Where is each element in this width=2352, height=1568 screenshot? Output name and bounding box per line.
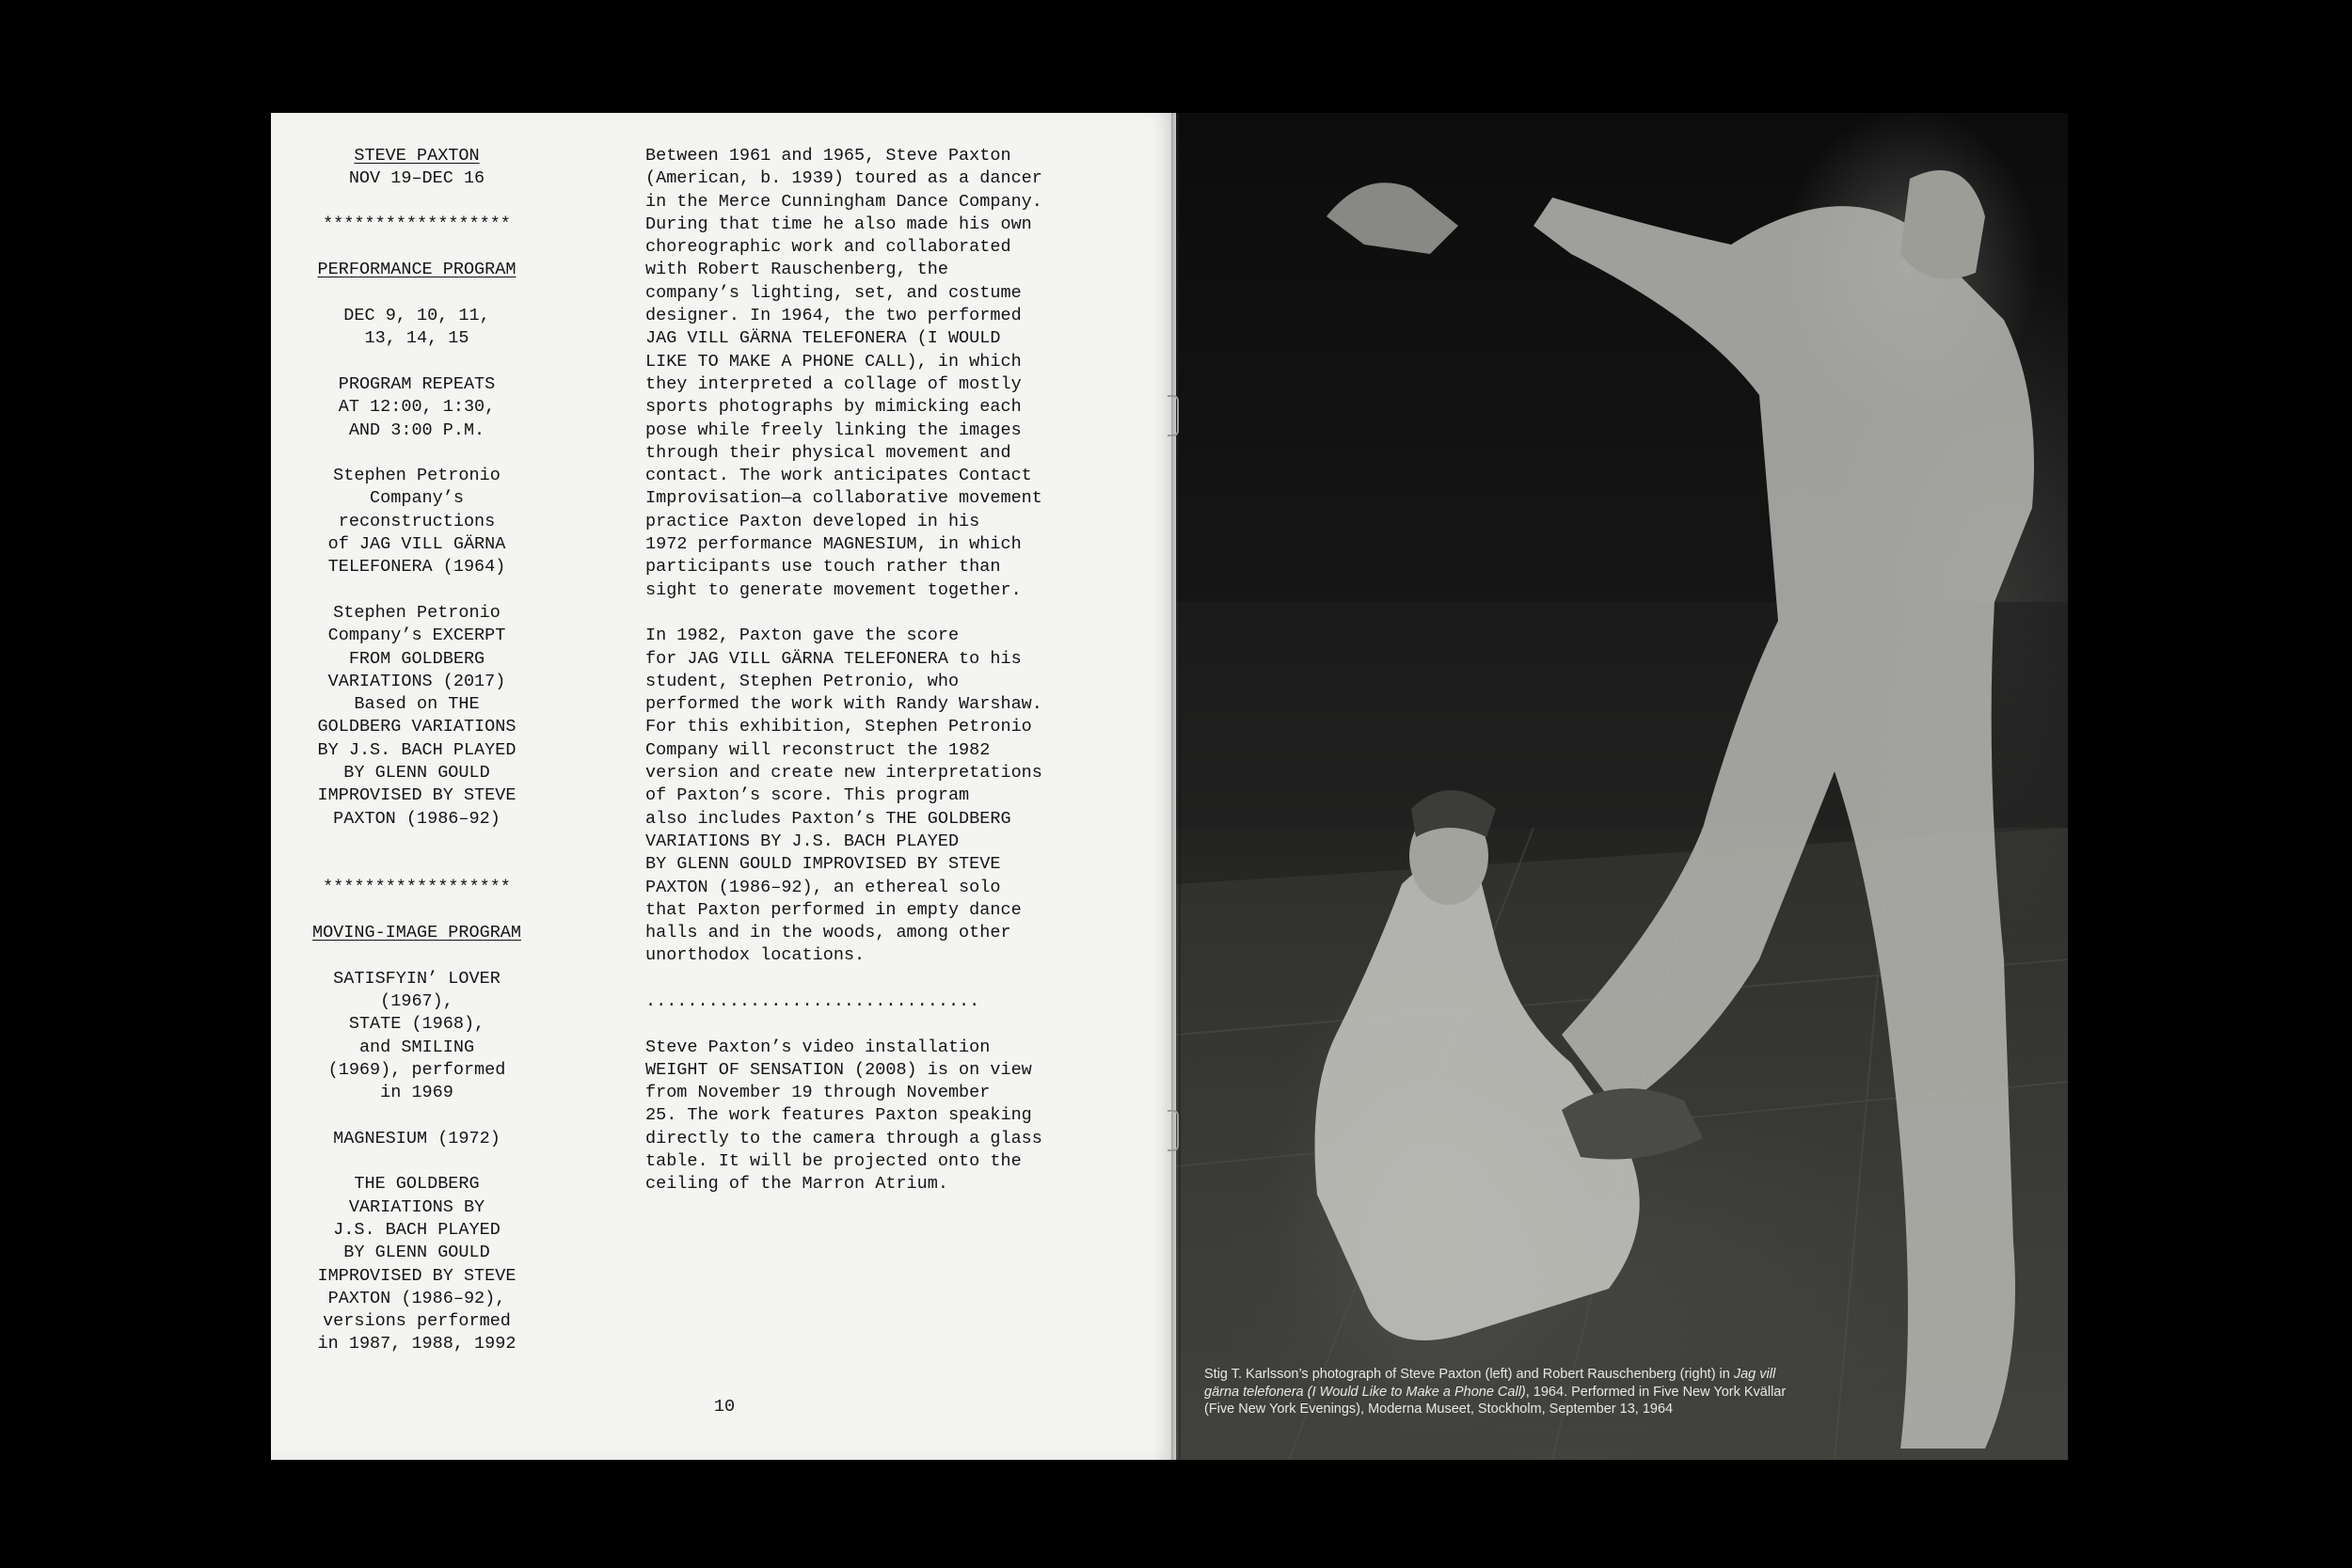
- main-text-column: [645, 145, 1050, 1219]
- asterisk-divider: ******************: [323, 214, 511, 234]
- page-number: 10: [713, 1397, 736, 1417]
- caption-text-2: , 1964. Performed in Five New York Kvällar (Five New York Evenings), Moderna Museet, Stockholm, September 13, 1964: [1204, 1384, 1787, 1417]
- moving-image-program-heading: MOVING-IMAGE PROGRAM: [311, 923, 522, 943]
- body-paragraph-3: Steve Paxton’s video installation WEIGHT OF SENSATION (2008) is on view from November 19 through November 25. The work features Paxton speaking directly to the camera through a glass table. It will be projected onto the ceiling of the Marron Atrium.: [645, 1037, 1042, 1195]
- performance-dates: DEC 9, 10, 11, 13, 14, 15: [343, 306, 490, 349]
- program-sidebar: [299, 145, 534, 1379]
- films-entry: SATISFYIN’ LOVER (1967), STATE (1968), and SMILING (1969), performed in 1969: [327, 968, 506, 1103]
- staple-top: [1168, 395, 1179, 436]
- exhibition-title: STEVE PAXTON: [354, 146, 480, 166]
- asterisk-divider-2: ******************: [323, 877, 511, 897]
- performance-times: PROGRAM REPEATS AT 12:00, 1:30, AND 3:00 P.M.: [338, 373, 496, 440]
- performance-program-heading: PERFORMANCE PROGRAM: [317, 260, 516, 280]
- photo-page: [1176, 113, 2068, 1460]
- caption-text-1: Stig T. Karlsson’s photograph of Steve Paxton (left) and Robert Rauschenberg (right) in: [1204, 1367, 1734, 1382]
- performance-photograph: [1176, 113, 2068, 1460]
- dotted-divider: ................................: [645, 990, 980, 1011]
- photo-caption: [1204, 1366, 1806, 1418]
- goldberg-entry: THE GOLDBERG VARIATIONS BY J.S. BACH PLAYED BY GLENN GOULD IMPROVISED BY STEVE PAXTON (1986–92), versions performed in 1987, 1988, 1992: [317, 1174, 516, 1354]
- staple-bottom: [1168, 1110, 1179, 1151]
- exhibition-dates: NOV 19–DEC 16: [348, 168, 485, 189]
- magnesium-entry: MAGNESIUM (1972): [333, 1128, 501, 1148]
- excerpt-entry: Stephen Petronio Company’s EXCERPT FROM GOLDBERG VARIATIONS (2017) Based on THE GOLDBERG VARIATIONS BY J.S. BACH PLAYED BY GLENN GOULD IMPROVISED BY STEVE PAXTON (1986–92): [317, 602, 516, 829]
- body-paragraph-2: In 1982, Paxton gave the score for JAG VILL GÄRNA TELEFONERA to his student, Stephen Petronio, who performed the work with Randy Warshaw. For this exhibition, Stephen Petronio Company will reconstruct the 1982 version and create new interpretations of Paxton’s score. This program also includes Paxton’s THE GOLDBERG VARIATIONS BY J.S. BACH PLAYED BY GLENN GOULD IMPROVISED BY STEVE PAXTON (1986–92), an ethereal solo that Paxton performed in empty dance halls and in the woods, among other unorthodox locations.: [645, 626, 1042, 966]
- caption-title: Jag vill gärna telefonera (I Would Like to Make a Phone Call): [1204, 1367, 1776, 1400]
- booklet-spread: [271, 113, 2068, 1460]
- body-paragraph-1: Between 1961 and 1965, Steve Paxton (American, b. 1939) toured as a dancer in the Merce Cunningham Dance Company. During that time he also made his own choreographic work and collaborated with Robert Rauschenberg, the company’s lighting, set, and costume designer. In 1964, the two performed JAG VILL GÄRNA TELEFONERA (I WOULD LIKE TO MAKE A PHONE CALL), in which they interpreted a collage of mostly sports photographs by mimicking each pose while freely linking the images through their physical movement and contact. The work anticipates Contact Improvisation—a collaborative movement practice Paxton developed in his 1972 performance MAGNESIUM, in which participants use touch rather than sight to generate movement together.: [645, 146, 1042, 600]
- text-page: [271, 113, 1176, 1460]
- reconstruction-entry: Stephen Petronio Company’s reconstructions of JAG VILL GÄRNA TELEFONERA (1964): [327, 466, 506, 578]
- spine-fold: [1171, 113, 1181, 1460]
